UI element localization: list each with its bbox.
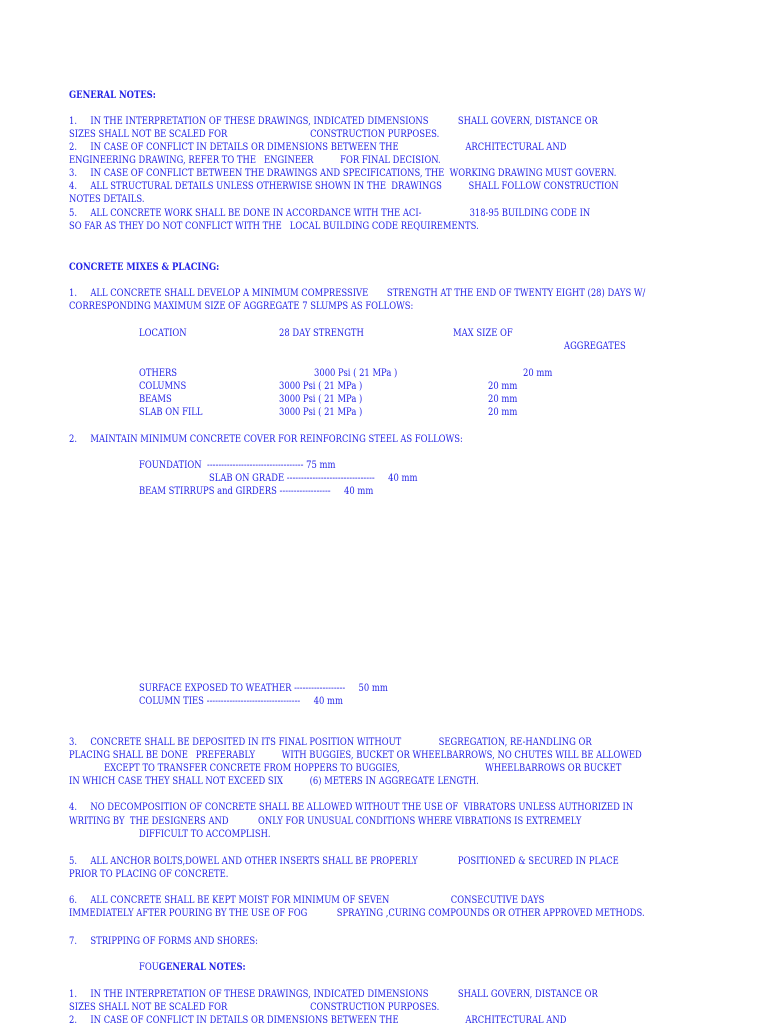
general-note-line: 1. IN THE INTERPRETATION OF THESE DRAWINGS, INDICATED DIMENSIONS SHALL GOVERN, DISTANCE OR [69, 989, 598, 1000]
concrete-note-line: 5. ALL ANCHOR BOLTS,DOWEL AND OTHER INSERTS SHALL BE PROPERLY POSITIONED & SECURED IN PLACE [69, 856, 619, 867]
table-cell-location: OTHERS [139, 368, 178, 379]
concrete-note-line: IN WHICH CASE THEY SHALL NOT EXCEED SIX (6) METERS IN AGGREGATE LENGTH. [69, 776, 479, 787]
table-cell-strength: 3000 Psi ( 21 MPa ) [279, 407, 363, 418]
fou-general-notes-heading [139, 961, 246, 974]
table-header-max-size: MAX SIZE OF [453, 328, 513, 339]
general-note-line: SIZES SHALL NOT BE SCALED FOR CONSTRUCTION PURPOSES. [69, 1002, 440, 1013]
concrete-note-line: PLACING SHALL BE DONE PREFERABLY WITH BUGGIES, BUCKET OR WHEELBARROWS, NO CHUTES WILL BE ALLOWED [69, 750, 642, 761]
general-note-line: 4. ALL STRUCTURAL DETAILS UNLESS OTHERWISE SHOWN IN THE DRAWINGS SHALL FOLLOW CONSTRUCTION [69, 181, 619, 192]
table-cell-strength: 3000 Psi ( 21 MPa ) [279, 381, 363, 392]
table-cell-strength: 3000 Psi ( 21 MPa ) [279, 394, 363, 405]
cover-line: COLUMN TIES --------------------------------- 40 mm [139, 696, 343, 707]
concrete-note-line: EXCEPT TO TRANSFER CONCRETE FROM HOPPERS TO BUGGIES, WHEELBARROWS OR BUCKET [104, 763, 622, 774]
table-cell-size: 20 mm [488, 381, 518, 392]
general-note-line: 5. ALL CONCRETE WORK SHALL BE DONE IN ACCORDANCE WITH THE ACI- 318-95 BUILDING CODE IN [69, 208, 591, 219]
table-cell-size: 20 mm [488, 394, 518, 405]
table-header-strength: 28 DAY STRENGTH [279, 328, 364, 339]
concrete-note-line: DIFFICULT TO ACCOMPLISH. [139, 829, 271, 840]
general-note-line: SO FAR AS THEY DO NOT CONFLICT WITH THE LOCAL BUILDING CODE REQUIREMENTS. [69, 221, 479, 232]
general-note-line: 1. IN THE INTERPRETATION OF THESE DRAWINGS, INDICATED DIMENSIONS SHALL GOVERN, DISTANCE OR [69, 116, 598, 127]
table-cell-location: BEAMS [139, 394, 172, 405]
table-header-aggregates: AGGREGATES [564, 341, 626, 352]
general-note-line: ENGINEERING DRAWING, REFER TO THE ENGINEER FOR FINAL DECISION. [69, 155, 441, 166]
table-cell-location: COLUMNS [139, 381, 187, 392]
general-note-line: 3. IN CASE OF CONFLICT BETWEEN THE DRAWINGS AND SPECIFICATIONS, THE WORKING DRAWING MUST GOVERN. [69, 168, 617, 179]
concrete-note-line: 1. ALL CONCRETE SHALL DEVELOP A MINIMUM COMPRESSIVE STRENGTH AT THE END OF TWENTY EIGHT (28) DAYS W/ [69, 288, 646, 299]
general-note-line: 2. IN CASE OF CONFLICT IN DETAILS OR DIMENSIONS BETWEEN THE ARCHITECTURAL AND [69, 1015, 567, 1024]
cover-line: SURFACE EXPOSED TO WEATHER ------------------ 50 mm [139, 683, 388, 694]
concrete-note-line: IMMEDIATELY AFTER POURING BY THE USE OF FOG SPRAYING ,CURING COMPOUNDS OR OTHER APPROVED METHODS. [69, 908, 645, 919]
cover-line: FOUNDATION ---------------------------------- 75 mm [139, 460, 336, 471]
concrete-note-line: WRITING BY THE DESIGNERS AND ONLY FOR UNUSUAL CONDITIONS WHERE VIBRATIONS IS EXTREMELY [69, 816, 582, 827]
concrete-note-line: 6. ALL CONCRETE SHALL BE KEPT MOIST FOR MINIMUM OF SEVEN CONSECUTIVE DAYS [69, 895, 545, 906]
table-cell-size: 20 mm [523, 368, 553, 379]
general-notes-heading: GENERAL NOTES: [69, 90, 156, 101]
repeat-heading: GENERAL NOTES: [158, 962, 246, 973]
table-cell-strength: 3000 Psi ( 21 MPa ) [314, 368, 398, 379]
general-note-line: SIZES SHALL NOT BE SCALED FOR CONSTRUCTION PURPOSES. [69, 129, 440, 140]
concrete-note-line: 2. MAINTAIN MINIMUM CONCRETE COVER FOR REINFORCING STEEL AS FOLLOWS: [69, 434, 463, 445]
concrete-mixes-heading: CONCRETE MIXES & PLACING: [69, 262, 220, 273]
cover-line: BEAM STIRRUPS and GIRDERS ------------------ 40 mm [139, 486, 374, 497]
table-header-location: LOCATION [139, 328, 187, 339]
table-cell-location: SLAB ON FILL [139, 407, 203, 418]
concrete-note-line: CORRESPONDING MAXIMUM SIZE OF AGGREGATE 7 SLUMPS AS FOLLOWS: [69, 301, 414, 312]
concrete-note-line: PRIOR TO PLACING OF CONCRETE. [69, 869, 229, 880]
fou-prefix: FOU [139, 962, 159, 973]
concrete-note-line: 3. CONCRETE SHALL BE DEPOSITED IN ITS FINAL POSITION WITHOUT SEGREGATION, RE-HANDLING OR [69, 737, 592, 748]
table-cell-size: 20 mm [488, 407, 518, 418]
general-note-line: 2. IN CASE OF CONFLICT IN DETAILS OR DIMENSIONS BETWEEN THE ARCHITECTURAL AND [69, 142, 567, 153]
concrete-note-line: 7. STRIPPING OF FORMS AND SHORES: [69, 936, 258, 947]
cover-line: SLAB ON GRADE ------------------------------- 40 mm [209, 473, 418, 484]
general-note-line: NOTES DETAILS. [69, 194, 145, 205]
concrete-note-line: 4. NO DECOMPOSITION OF CONCRETE SHALL BE ALLOWED WITHOUT THE USE OF VIBRATORS UNLESS AUTHORIZED IN [69, 802, 634, 813]
